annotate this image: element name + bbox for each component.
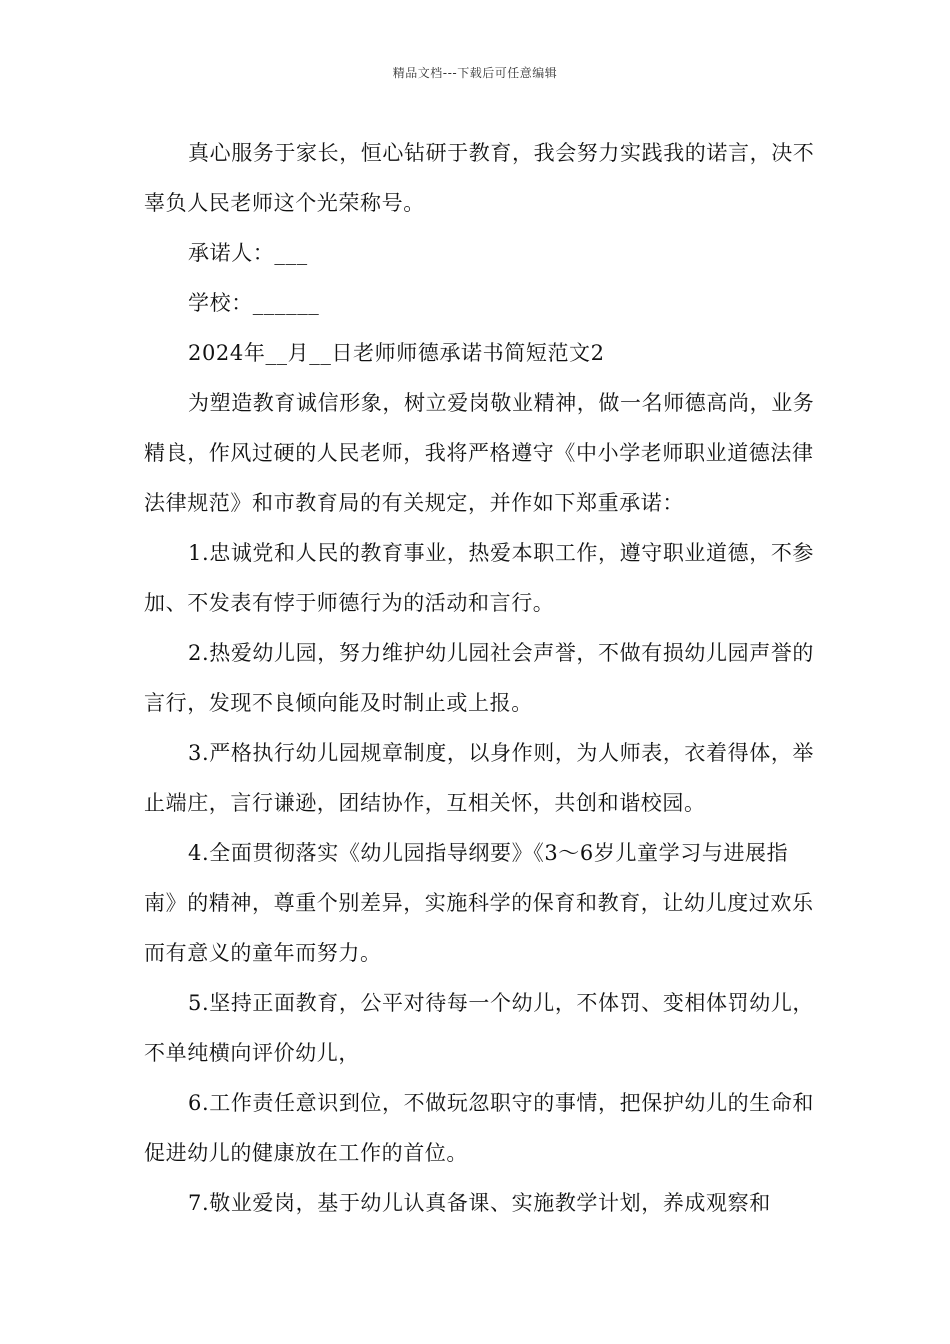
paragraph-closing-pledge: 真心服务于家长，恒心钻研于教育，我会努力实践我的诺言，决不辜负人民老师这个光荣称号。 <box>144 141 815 215</box>
paragraph-item-5: 5.坚持正面教育，公平对待每一个幼儿，不体罚、变相体罚幼儿，不单纯横向评价幼儿， <box>144 991 815 1065</box>
page-header: 精品文档---下载后可任意编辑 <box>392 66 558 80</box>
paragraph-date-title: 2024年__月__日老师师德承诺书简短范文2 <box>188 341 605 365</box>
paragraph-signer: 承诺人：___ <box>188 241 308 265</box>
paragraph-intro: 为塑造教育诚信形象，树立爱岗敬业精神，做一名师德高尚，业务精良，作风过硬的人民老师，我将严格遵守《中小学老师职业道德法律法律规范》和市教育局的有关规定，并作如下郑重承诺： <box>144 391 815 515</box>
paragraph-item-2: 2.热爱幼儿园，努力维护幼儿园社会声誉，不做有损幼儿园声誉的言行，发现不良倾向能及时制止或上报。 <box>144 641 815 715</box>
paragraph-item-4: 4.全面贯彻落实《幼儿园指导纲要》《3～6岁儿童学习与进展指南》的精神，尊重个别差异，实施科学的保育和教育，让幼儿度过欢乐而有意义的童年而努力。 <box>144 841 814 965</box>
paragraph-item-3: 3.严格执行幼儿园规章制度，以身作则，为人师表，衣着得体，举止端庄，言行谦逊，团结协作，互相关怀，共创和谐校园。 <box>144 741 815 815</box>
paragraph-item-6: 6.工作责任意识到位，不做玩忽职守的事情，把保护幼儿的生命和促进幼儿的健康放在工作的首位。 <box>144 1091 815 1165</box>
paragraph-item-1: 1.忠诚党和人民的教育事业，热爱本职工作，遵守职业道德，不参加、不发表有悖于师德行为的活动和言行。 <box>144 541 815 615</box>
paragraph-item-7: 7.敬业爱岗，基于幼儿认真备课、实施教学计划，养成观察和 <box>188 1191 771 1215</box>
document-body <box>144 128 816 1228</box>
paragraph-school: 学校：______ <box>188 291 320 315</box>
